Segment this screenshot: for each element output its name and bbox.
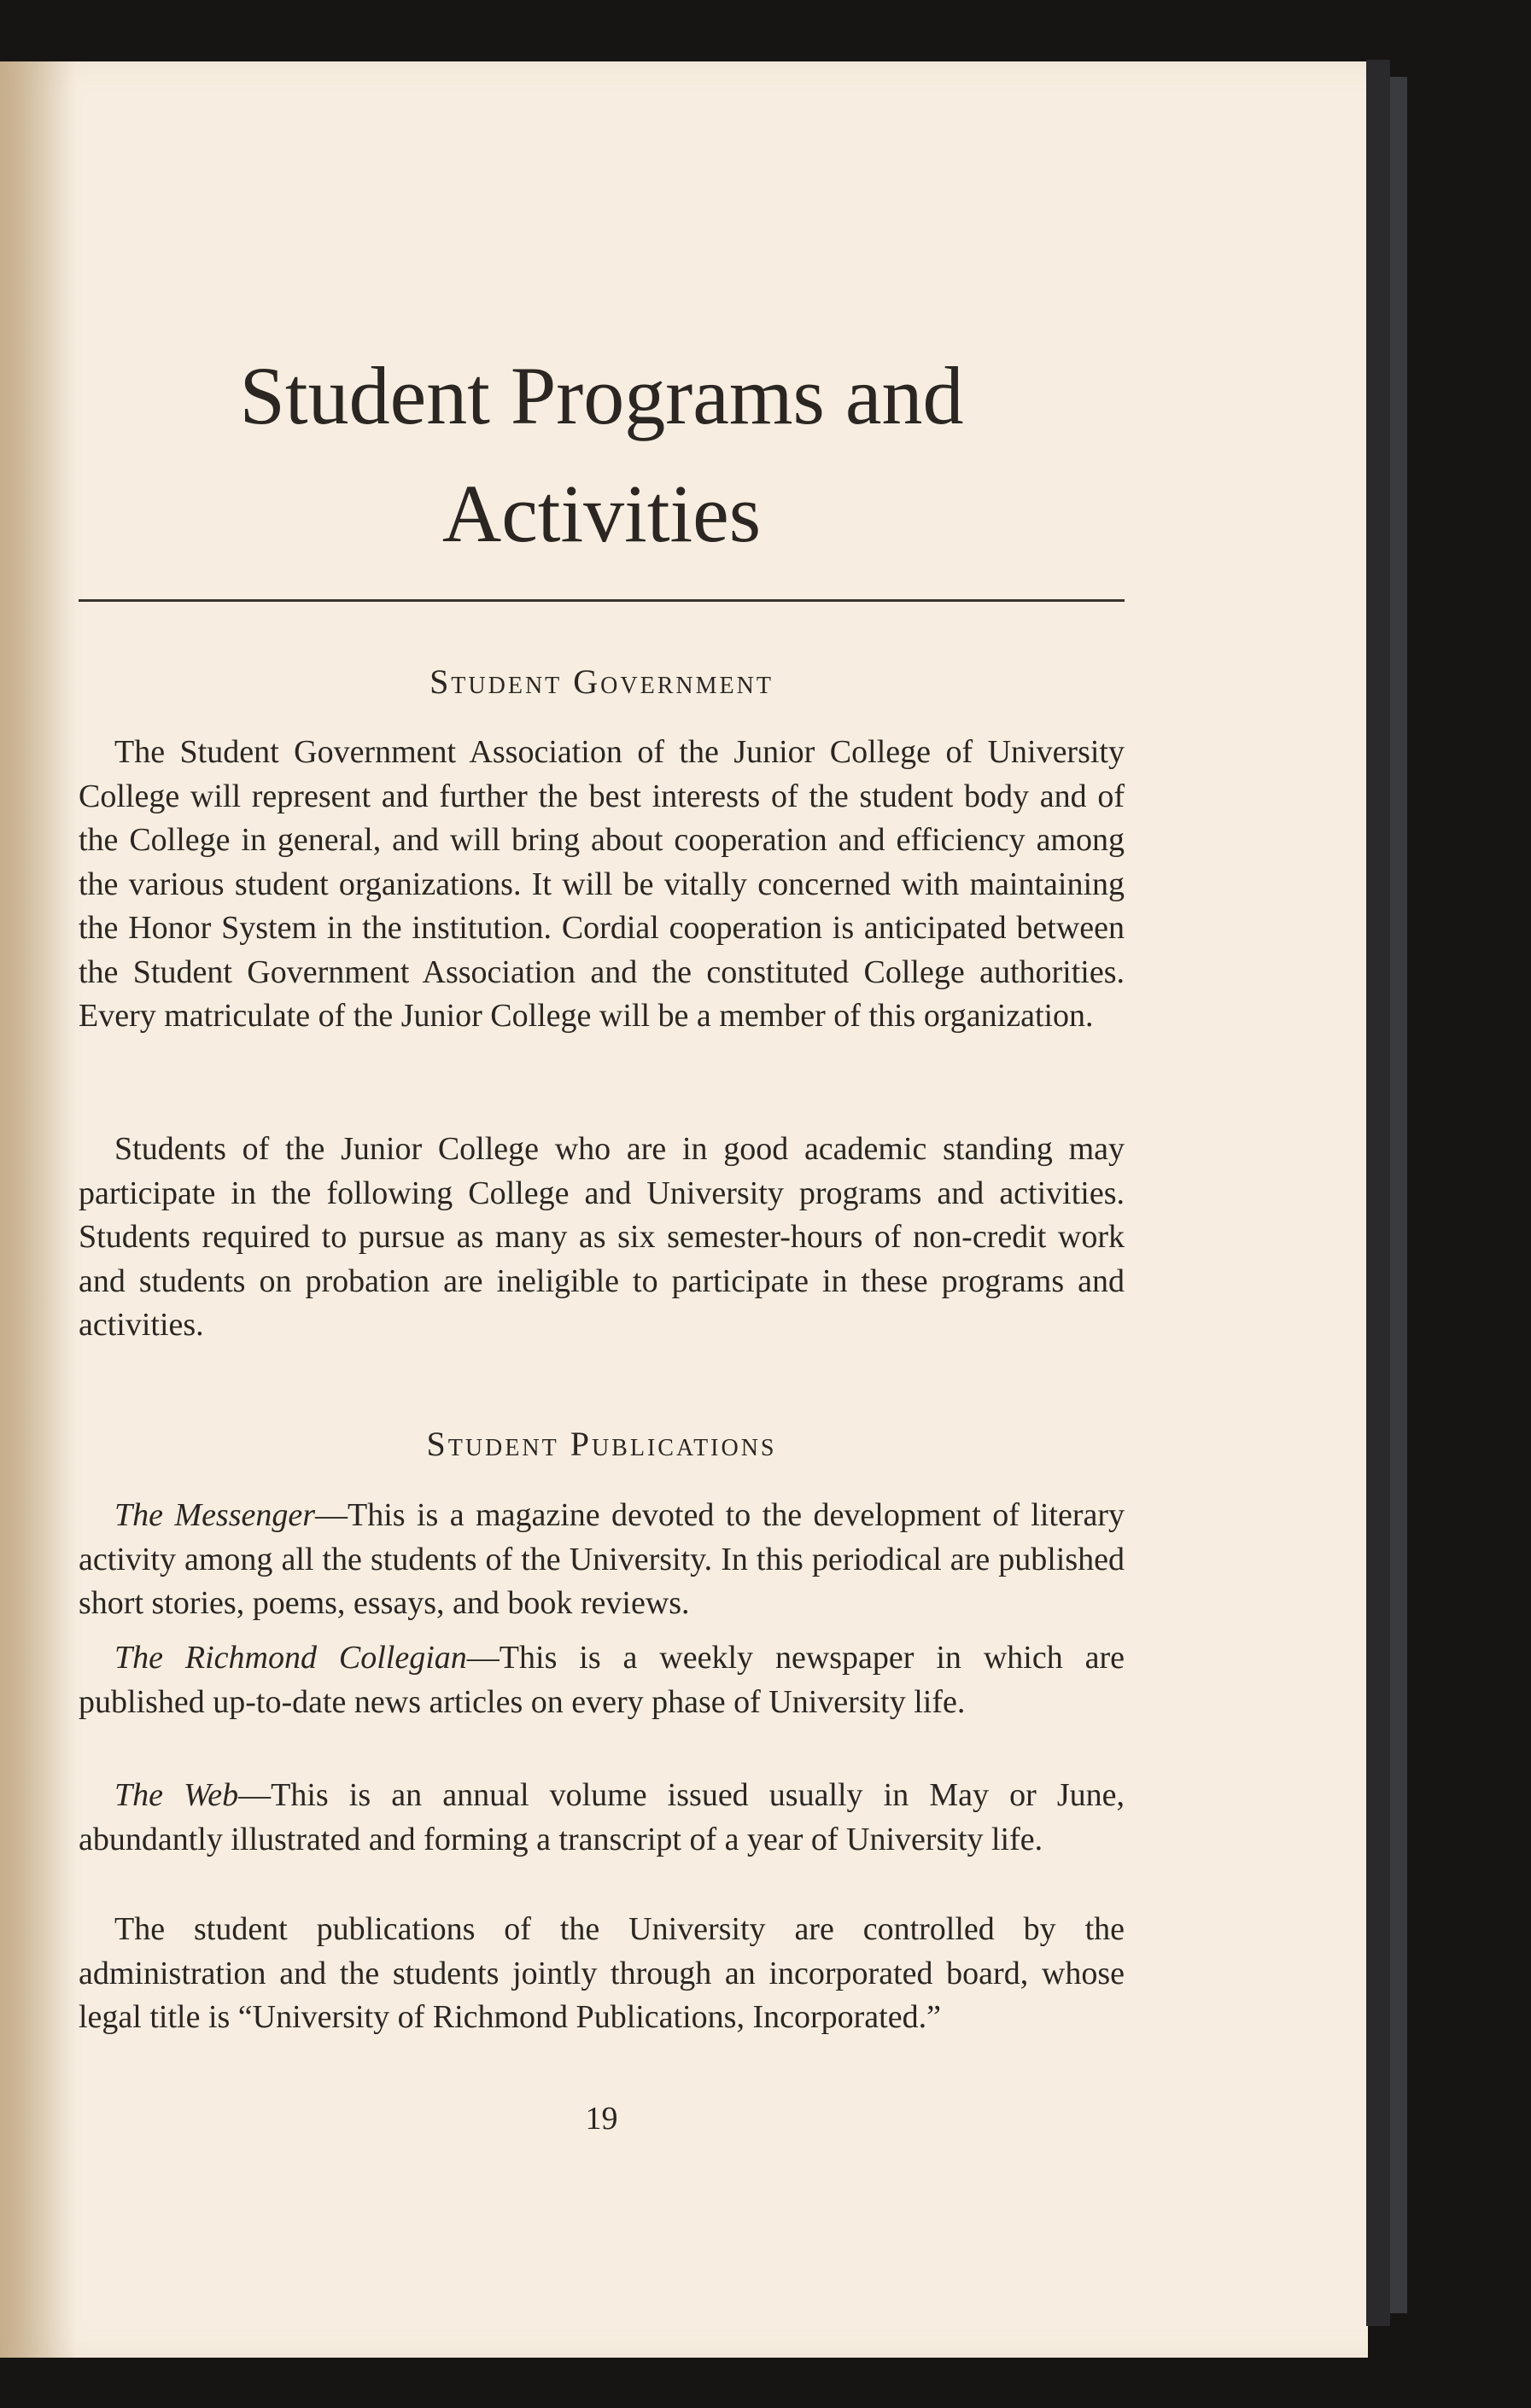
collegian-title: The Richmond Collegian	[114, 1640, 467, 1676]
collegian-paragraph	[79, 1636, 1125, 1724]
page-title	[79, 337, 1125, 573]
book-edge	[1366, 60, 1390, 2326]
web-paragraph	[79, 1774, 1125, 1862]
title-divider	[79, 599, 1125, 602]
messenger-title: The Messenger	[114, 1497, 316, 1533]
collegian-text: —This is a weekly newspaper in which are published up-to-date news articles on every phase of University life.	[79, 1640, 1125, 1720]
publications-control-paragraph: The student publications of the University are controlled by the administration and the students jointly through an incorporated board, whose legal title is “University of Richmond Publications, Incorporated.”	[79, 1911, 1125, 2035]
student-government-paragraph-1: The Student Government Association of the Junior College of University College will represent and further the best interests of the student body and of the College in general, and will bring about cooperation and efficiency among the various student organizations. It will be vitally concerned with maintaining the Honor System in the institution. Cordial cooperation is anticipated between the Student Government Association and the constituted College authorities. Every matriculate of the Junior College will be a member of this organization.	[79, 734, 1125, 1034]
student-government-paragraph-2: Students of the Junior College who are in good academic standing may participate in the following College and University programs and activities. Students required to pursue as many as six semester-hours of non-credit work and students on probation are ineligible to participate in these programs and activities.	[79, 1131, 1125, 1343]
book-spine	[1390, 77, 1407, 2313]
page-title-line1: Student Programs and	[239, 350, 964, 441]
page-gutter-shadow	[0, 61, 77, 2358]
student-publications-heading: Student Publications	[426, 1425, 777, 1463]
web-title: The Web	[114, 1777, 239, 1813]
page-number: 19	[585, 2101, 618, 2137]
student-government-heading: Student Government	[429, 662, 774, 701]
messenger-paragraph	[79, 1494, 1125, 1626]
page-title-line2: Activities	[441, 468, 762, 559]
web-text: —This is an annual volume issued usually in May or June, abundantly illustrated and forming a transcript of a year of University life.	[79, 1777, 1125, 1857]
messenger-text: —This is a magazine devoted to the development of literary activity among all the students of the University. In this periodical are published short stories, poems, essays, and book reviews.	[79, 1497, 1125, 1621]
